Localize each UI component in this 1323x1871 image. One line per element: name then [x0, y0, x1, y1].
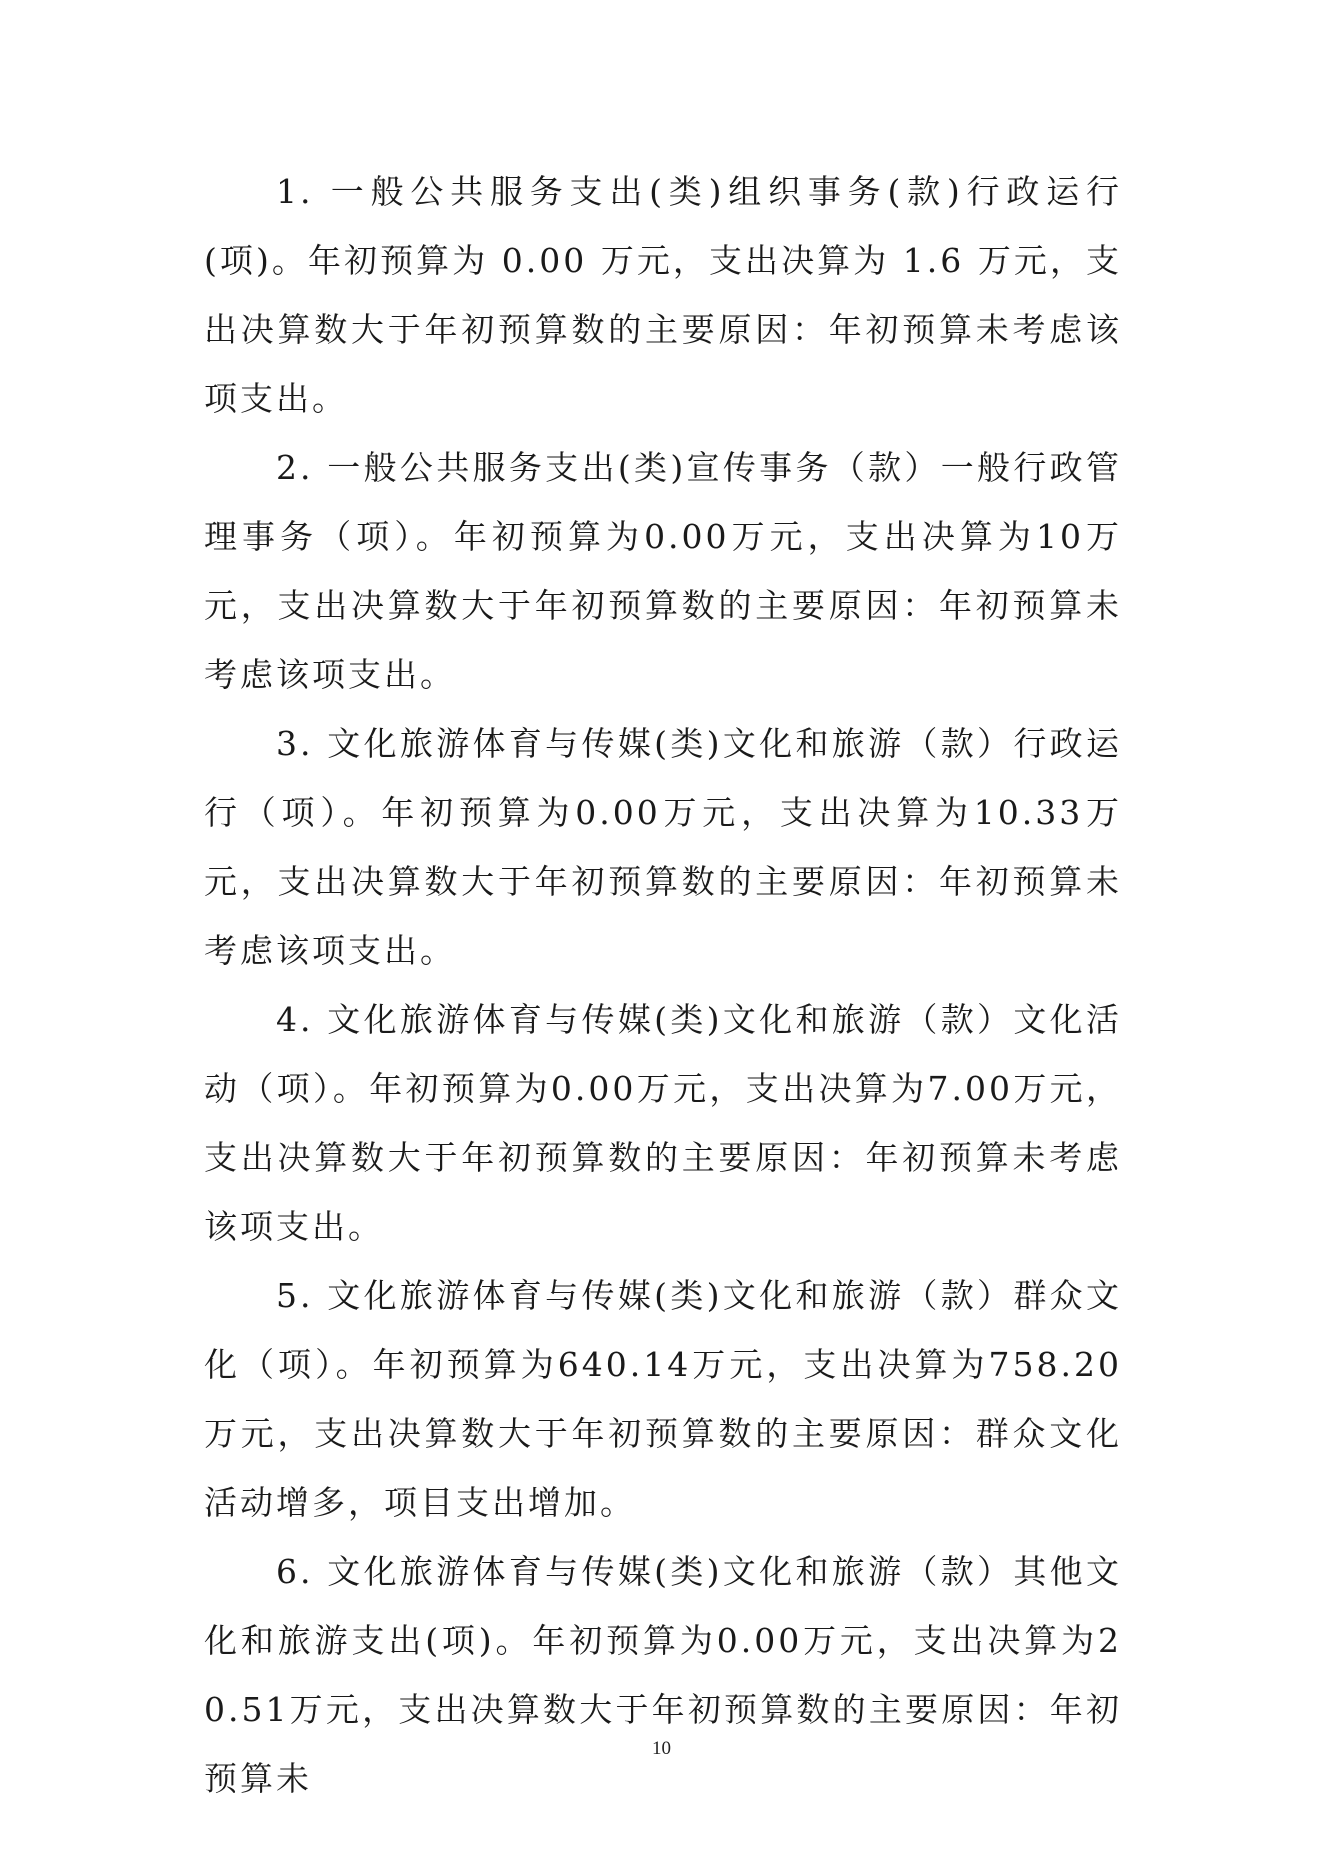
expenditure-item-3: 3. 文化旅游体育与传媒(类)文化和旅游（款）行政运行（项）。年初预算为0.00万元，支出决算为10.33万元，支出决算数大于年初预算数的主要原因：年初预算未考虑该项支出。: [204, 724, 1122, 970]
expenditure-item-6: 6. 文化旅游体育与传媒(类)文化和旅游（款）其他文化和旅游支出(项)。年初预算为0.00万元，支出决算为20.51万元，支出决算数大于年初预算数的主要原因：年初预算未: [204, 1552, 1122, 1798]
page-number: 10: [652, 1738, 671, 1759]
expenditure-item-5: 5. 文化旅游体育与传媒(类)文化和旅游（款）群众文化（项）。年初预算为640.14万元，支出决算为758.20万元，支出决算数大于年初预算数的主要原因：群众文化活动增多，项目支出增加。: [204, 1276, 1122, 1522]
expenditure-item-4: 4. 文化旅游体育与传媒(类)文化和旅游（款）文化活动（项）。年初预算为0.00万元，支出决算为7.00万元，支出决算数大于年初预算数的主要原因：年初预算未考虑该项支出。: [204, 1000, 1122, 1246]
page-body: [204, 157, 1122, 1813]
expenditure-item-2: 2. 一般公共服务支出(类)宣传事务（款）一般行政管理事务（项）。年初预算为0.00万元，支出决算为10万元，支出决算数大于年初预算数的主要原因：年初预算未考虑该项支出。: [204, 448, 1122, 694]
expenditure-item-1: 1. 一般公共服务支出(类)组织事务(款)行政运行(项)。年初预算为 0.00 万元，支出决算为 1.6 万元，支出决算数大于年初预算数的主要原因：年初预算未考虑该项支出。: [204, 172, 1122, 418]
